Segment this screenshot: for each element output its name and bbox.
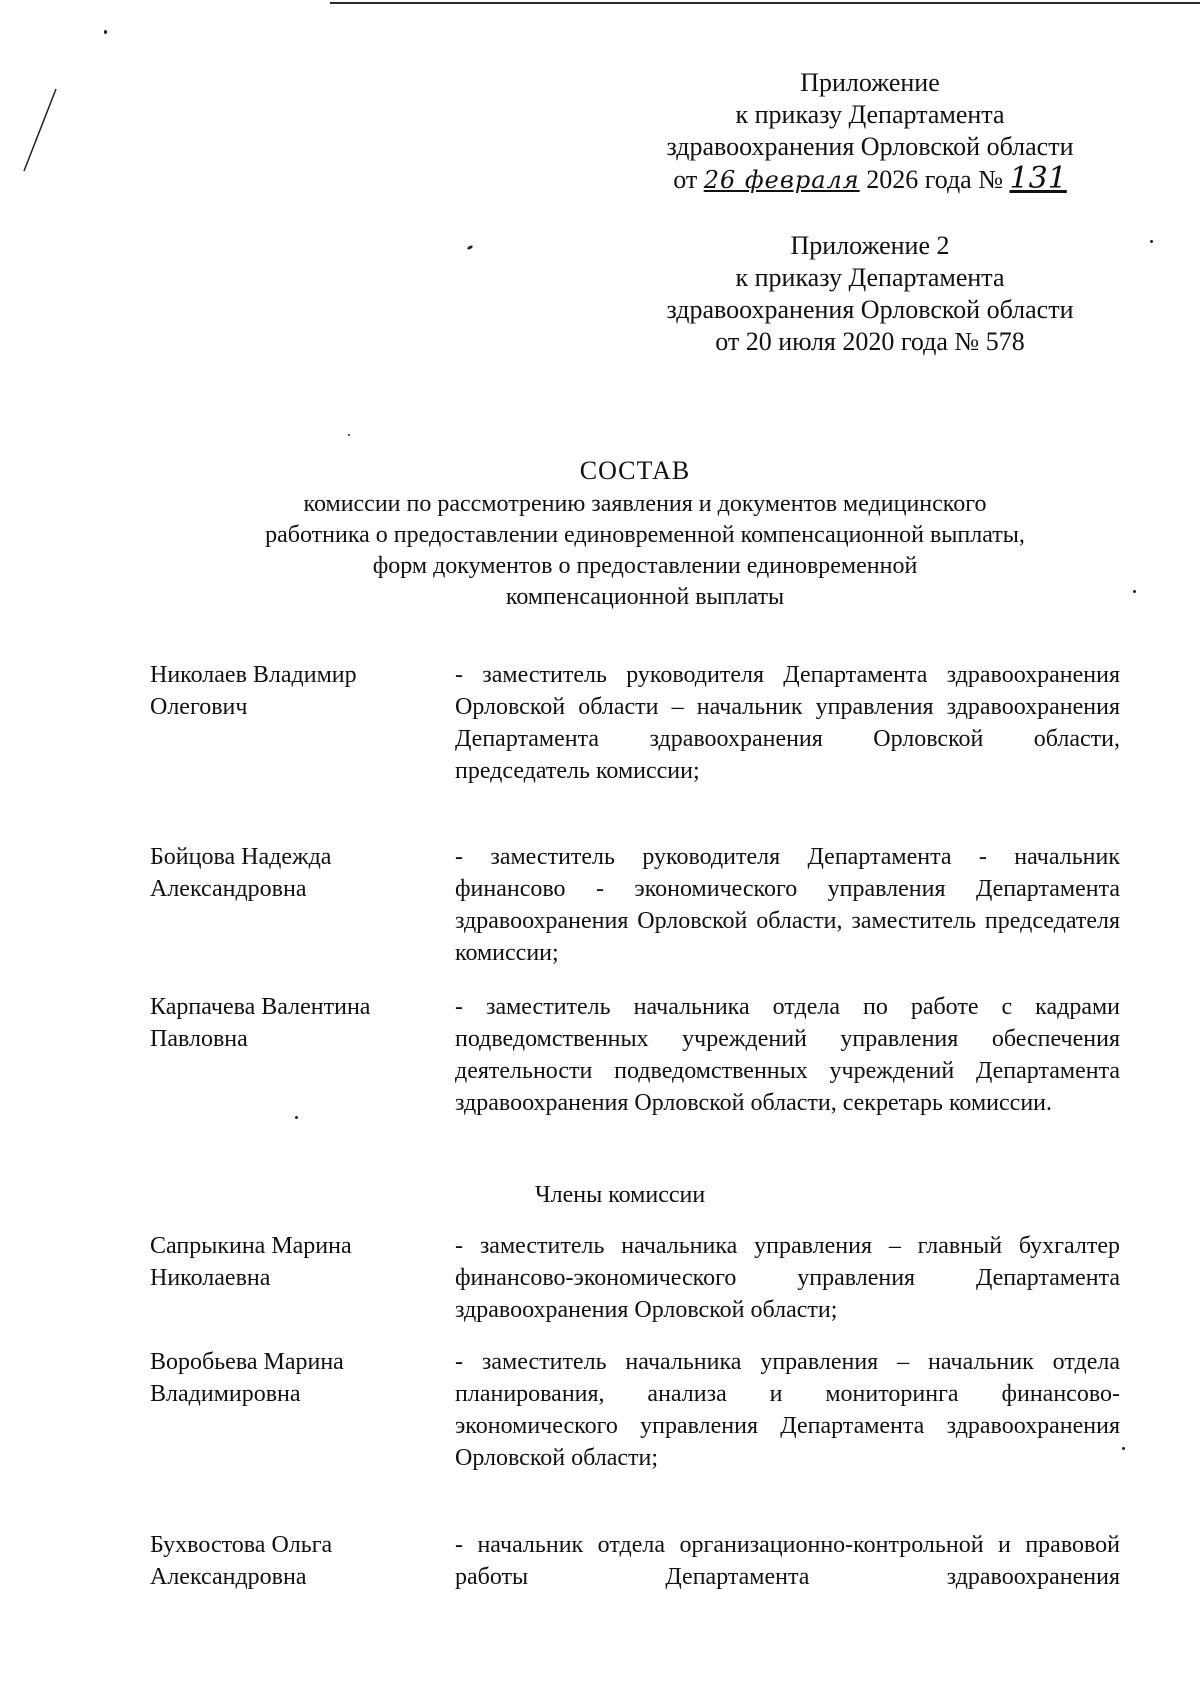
member-patronymic: Владимировна [150, 1381, 301, 1407]
scan-speck [295, 1116, 298, 1119]
member-name [150, 1529, 430, 1593]
handwritten-number: 131 [1009, 161, 1067, 196]
member-role: - заместитель начальника управления – главный бухгалтер финансово-экономического управления Департамента здравоохранения Орловской области; [455, 1233, 1120, 1323]
member-name [150, 841, 430, 905]
scan-speck [1133, 590, 1136, 593]
member-patronymic: Александровна [150, 1564, 307, 1590]
appendix-department: здравоохранения Орловской области [666, 132, 1074, 161]
date-year: 2026 года № [866, 165, 1004, 194]
appendix-date-line: от 20 июля 2020 года № 578 [715, 327, 1025, 356]
appendix-label: Приложение [800, 68, 940, 97]
appendix-order-ref: к приказу Департамента [735, 100, 1005, 129]
appendix-department: здравоохранения Орловской области [666, 295, 1074, 324]
member-surname-firstname: Сапрыкина Марина [150, 1233, 352, 1259]
member-role: - начальник отдела организационно-контрольной и правовой работы Департамента здравоохранения [455, 1532, 1120, 1590]
scan-speck [467, 245, 474, 251]
scan-edge-line [330, 2, 1200, 4]
member-patronymic: Александровна [150, 876, 307, 902]
scan-speck [1122, 1447, 1125, 1450]
member-name [150, 1346, 430, 1410]
member-name [150, 1230, 430, 1294]
subtitle-line: комиссии по рассмотрению заявления и документов медицинского [303, 491, 987, 517]
document-title: СОСТАВ [579, 456, 691, 485]
scan-speck [104, 30, 107, 34]
subtitle-line: форм документов о предоставлении единовременной [372, 553, 918, 579]
appendix-label: Приложение 2 [790, 231, 950, 260]
member-role: - заместитель начальника отдела по работе с кадрами подведомственных учреждений управления обеспечения деятельности подведомственных учреждений Департамента здравоохранения Орловской области, секретарь комиссии. [455, 994, 1120, 1116]
members-header: Члены комиссии [535, 1182, 706, 1208]
member-patronymic: Павловна [150, 1026, 248, 1052]
member-name [150, 659, 430, 723]
member-surname-firstname: Карпачева Валентина [150, 994, 371, 1020]
subtitle-line: работника о предоставлении единовременной компенсационной выплаты, [265, 522, 1025, 548]
member-surname-firstname: Бойцова Надежда [150, 844, 332, 870]
appendix-current-block [640, 67, 1100, 196]
subtitle-line: компенсационной выплаты [505, 584, 785, 610]
member-patronymic: Олегович [150, 694, 248, 720]
date-prefix: от [673, 165, 698, 194]
scan-speck [348, 434, 350, 436]
member-patronymic: Николаевна [150, 1265, 271, 1291]
member-role: - заместитель руководителя Департамента здравоохранения Орловской области – начальник управления здравоохранения Департамента здравоохранения Орловской области, председатель комиссии; [455, 662, 1120, 784]
handwritten-date: 26 февраля [703, 166, 860, 194]
member-role: - заместитель руководителя Департамента - начальник финансово - экономического управления Департамента здравоохранения Орловской области, заместитель председателя комиссии; [455, 844, 1120, 966]
member-surname-firstname: Николаев Владимир [150, 662, 357, 688]
member-surname-firstname: Бухвостова Ольга [150, 1532, 333, 1558]
member-surname-firstname: Воробьева Марина [150, 1349, 344, 1375]
document-subtitle [170, 489, 1120, 613]
appendix-order-ref: к приказу Департамента [735, 263, 1005, 292]
member-role: - заместитель начальника управления – начальник отдела планирования, анализа и мониторинга финансово-экономического управления Департамента здравоохранения Орловской области; [455, 1349, 1120, 1471]
appendix-date-line [640, 163, 1100, 196]
scan-speck [1150, 240, 1153, 243]
appendix-original-block [640, 230, 1100, 358]
member-name [150, 991, 430, 1055]
scan-mark [20, 85, 60, 175]
